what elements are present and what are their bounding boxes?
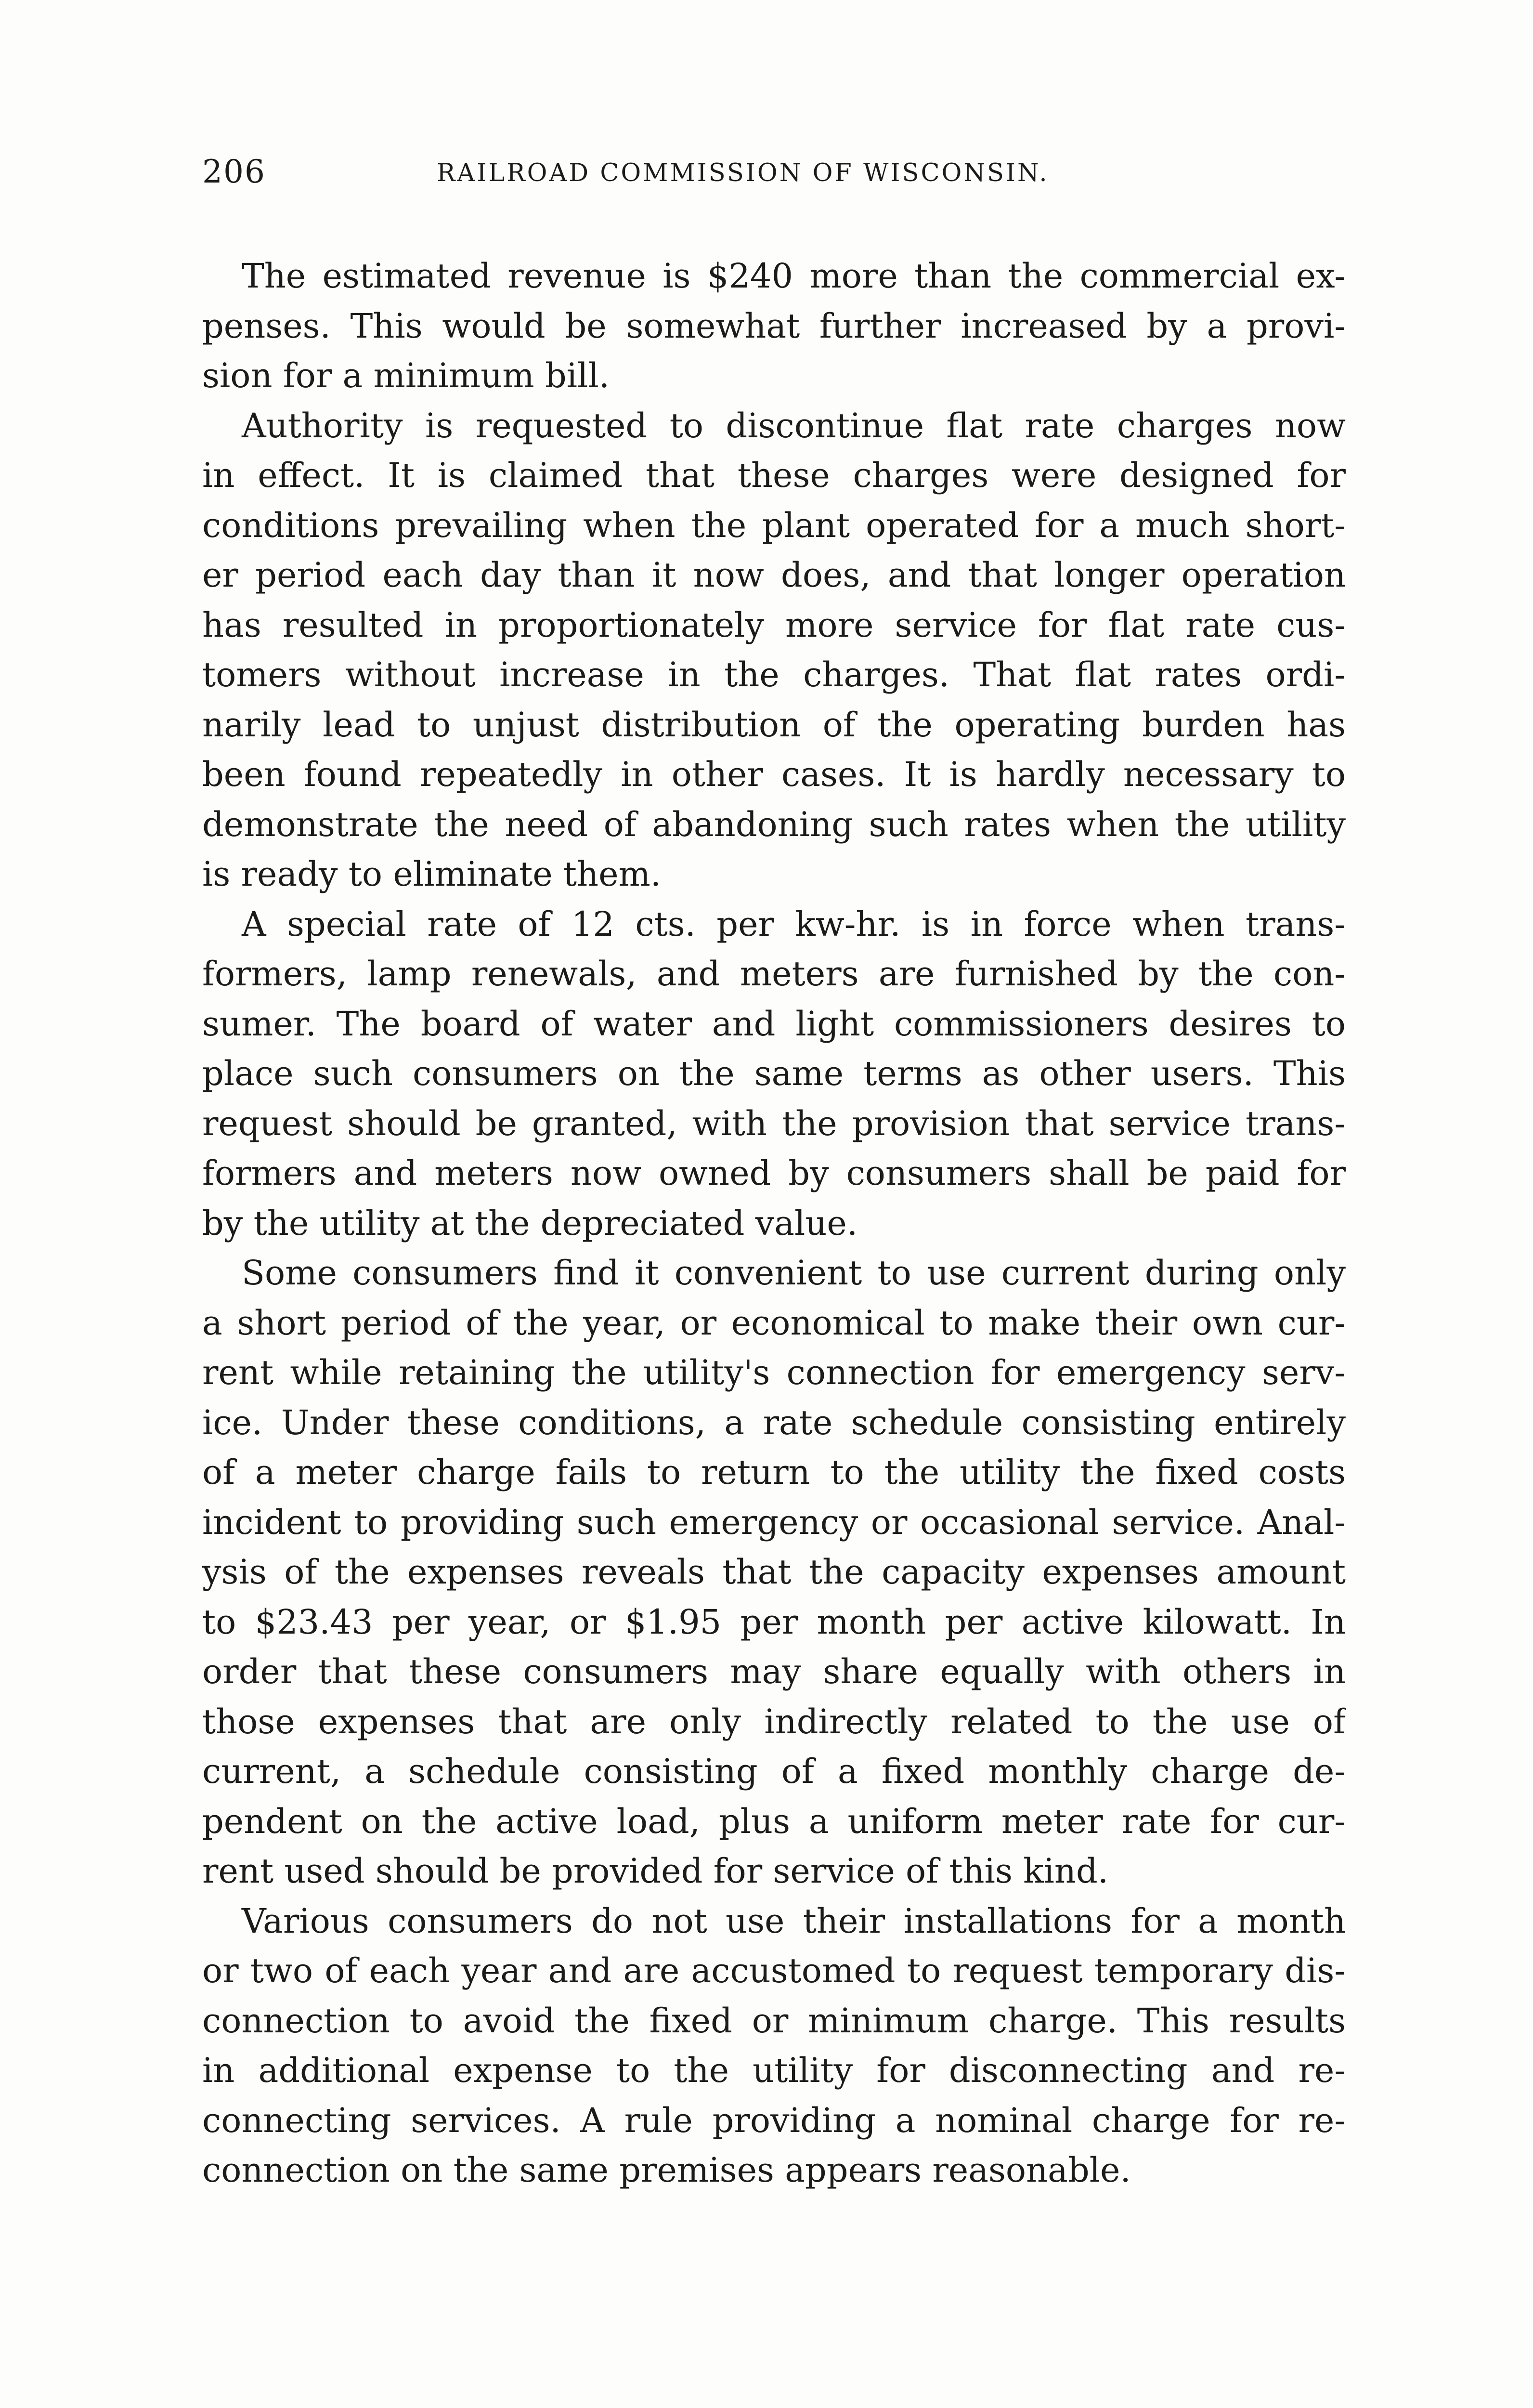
- paragraph-3: [202, 900, 1346, 1249]
- text-line: incident to providing such emergency or occasional service. Anal-: [202, 1502, 1346, 1542]
- text-line: pendent on the active load, plus a uniform meter rate for cur-: [202, 1801, 1346, 1841]
- text-line: connection on the same premises appears reasonable.: [202, 2150, 1131, 2190]
- text-line: order that these consumers may share equally with others in: [202, 1652, 1346, 1691]
- text-line: in additional expense to the utility for disconnecting and re-: [202, 2051, 1346, 2090]
- text-line: demonstrate the need of abandoning such rates when the utility: [202, 804, 1346, 844]
- text-line: been found repeatedly in other cases. It is hardly necessary to: [202, 755, 1346, 794]
- text-line: rent while retaining the utility's connection for emergency serv-: [202, 1353, 1346, 1392]
- text-line: Some consumers find it convenient to use current during only: [242, 1253, 1346, 1293]
- running-head: RAILROAD COMMISSION OF WISCONSIN.: [437, 159, 1049, 187]
- page-header: [202, 153, 1117, 201]
- text-line: by the utility at the depreciated value.: [202, 1203, 858, 1243]
- text-line: in effect. It is claimed that these charges were designed for: [202, 456, 1346, 495]
- text-line: connecting services. A rule providing a nominal charge for re-: [202, 2100, 1346, 2140]
- text-line: current, a schedule consisting of a fixed monthly charge de-: [202, 1752, 1346, 1791]
- text-line: of a meter charge fails to return to the utility the fixed costs: [202, 1453, 1346, 1492]
- text-line: is ready to eliminate them.: [202, 854, 662, 894]
- text-line: Authority is requested to discontinue flat rate charges now: [242, 406, 1346, 445]
- text-line: has resulted in proportionately more service for flat rate cus-: [202, 605, 1346, 645]
- text-line: er period each day than it now does, and that longer operation: [202, 555, 1346, 595]
- text-line: sion for a minimum bill.: [202, 356, 610, 395]
- text-line: a short period of the year, or economical to make their own cur-: [202, 1303, 1346, 1343]
- text-line: place such consumers on the same terms as other users. This: [202, 1054, 1346, 1093]
- text-line: A special rate of 12 cts. per kw-hr. is in force when trans-: [242, 904, 1346, 944]
- body-text: [202, 251, 1346, 2196]
- paragraph-5: [202, 1897, 1346, 2196]
- text-line: rent used should be provided for service of this kind.: [202, 1851, 1109, 1891]
- text-line: request should be granted, with the provision that service trans-: [202, 1103, 1346, 1143]
- text-line: ysis of the expenses reveals that the capacity expenses amount: [202, 1552, 1346, 1592]
- text-line: tomers without increase in the charges. That flat rates ordi-: [202, 655, 1346, 694]
- text-line: connection to avoid the fixed or minimum charge. This results: [202, 2001, 1346, 2041]
- text-line: sumer. The board of water and light commissioners desires to: [202, 1004, 1346, 1044]
- text-line: to $23.43 per year, or $1.95 per month per active kilowatt. In: [202, 1602, 1346, 1642]
- paragraph-2: [202, 401, 1346, 900]
- text-line: The estimated revenue is $240 more than the commercial ex-: [242, 256, 1346, 296]
- text-line: conditions prevailing when the plant operated for a much short-: [202, 505, 1346, 545]
- text-line: penses. This would be somewhat further increased by a provi-: [202, 306, 1346, 346]
- text-line: ice. Under these conditions, a rate schedule consisting entirely: [202, 1402, 1346, 1442]
- paragraph-4: [202, 1248, 1346, 1897]
- text-line: Various consumers do not use their installations for a month: [242, 1901, 1346, 1941]
- page-number: 206: [202, 153, 266, 190]
- paragraph-1: [202, 251, 1346, 401]
- text-line: or two of each year and are accustomed to request temporary dis-: [202, 1951, 1346, 1990]
- text-line: those expenses that are only indirectly related to the use of: [202, 1701, 1346, 1741]
- text-line: narily lead to unjust distribution of the operating burden has: [202, 705, 1346, 745]
- text-line: formers, lamp renewals, and meters are furnished by the con-: [202, 954, 1346, 994]
- text-line: formers and meters now owned by consumers shall be paid for: [202, 1153, 1346, 1193]
